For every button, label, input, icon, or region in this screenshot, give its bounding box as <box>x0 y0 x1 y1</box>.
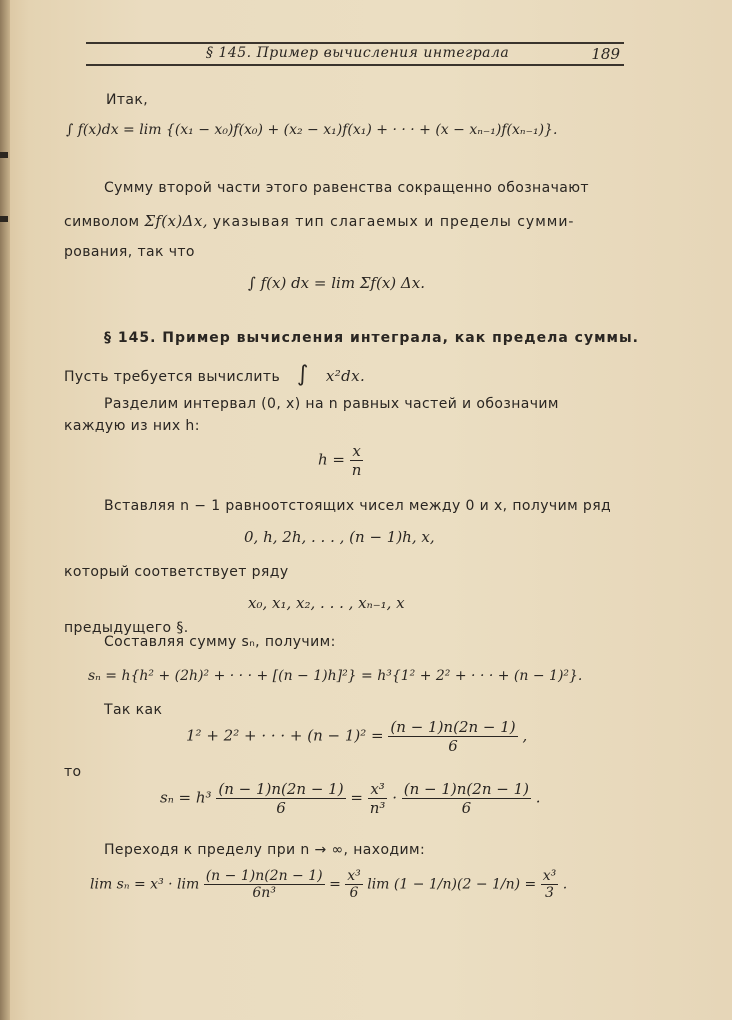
paragraph-line: Разделим интервал (0, x) на n равных частей и обозначим <box>104 396 559 412</box>
paragraph-line: предыдущего §. <box>64 620 189 636</box>
equation-final-limit: lim sₙ = x³ · lim $\frac{(n - 1)n(2n - 1)}{\text{6n³}}$ = $\frac{\text{x³}}{6}$ lim (1 − 1/n)(2 − 1/n) = $\frac{\text{x³}}{3}$ . <box>90 868 568 901</box>
equation-h: h = $\frac{x}{n}$ <box>318 442 362 479</box>
text-itak: Итак, <box>106 92 149 108</box>
paragraph-line: рования, так что <box>64 244 195 260</box>
running-head: § 145. Пример вычисления интеграла <box>206 45 510 61</box>
equation-integral-sum: ∫ f(x)dx = lim {(x₁ − x₀)f(x₀) + (x₂ − x₁)f(x₁) + · · · + (x − xₙ₋₁)f(xₙ₋₁)}. <box>66 122 558 138</box>
paragraph-line-task: Пусть требуется вычислить ∫ x²dx. <box>64 362 366 387</box>
header-rule-top <box>86 42 624 44</box>
binding-mark <box>0 152 8 158</box>
equation-integral-limit: ∫ f(x) dx = lim Σf(x) Δx. <box>248 274 425 292</box>
paragraph-line: Вставляя n − 1 равноотстоящих чисел между 0 и x, получим ряд <box>104 498 612 514</box>
binding-mark <box>0 216 8 222</box>
equation-series-x: x₀, x₁, x₂, . . . , xₙ₋₁, x <box>248 594 405 612</box>
section-heading: § 145. Пример вычисления интеграла, как предела суммы. <box>104 330 639 346</box>
paragraph-line: Сумму второй части этого равенства сокращенно обозначают <box>104 180 589 196</box>
paragraph-line: Переходя к пределу при n → ∞, находим: <box>104 842 426 858</box>
equation-sn-sum: sₙ = h{h² + (2h)² + · · · + [(n − 1)h]²} = h³{1² + 2² + · · · + (n − 1)²}. <box>88 668 583 684</box>
paragraph-line: каждую из них h: <box>64 418 200 434</box>
paragraph-line: Составляя сумму sₙ, получим: <box>104 634 336 650</box>
paragraph-line: то <box>64 764 82 780</box>
header-rule-bottom <box>86 64 624 66</box>
paragraph-line: Так как <box>104 702 163 718</box>
page-number: 189 <box>591 45 620 63</box>
page-binding-edge <box>0 0 10 1020</box>
equation-sum-of-squares: 1² + 2² + · · · + (n − 1)² = $\frac{(n - 1)n(2n - 1)}{6}$ , <box>186 718 528 755</box>
page-header <box>86 38 624 68</box>
paragraph-line: который соответствует ряду <box>64 564 289 580</box>
equation-sn-closed: sₙ = h³ $\frac{(n - 1)n(2n - 1)}{6}$ = $\frac{\text{x³}}{\text{n³}}$ · $\frac{(n - 1)n(2n - 1)}{6}$ . <box>160 780 541 817</box>
paragraph-line-symbol: символом Σf(x)Δx, указывая тип слагаемых и пределы сумми- <box>64 212 575 230</box>
equation-series-points: 0, h, 2h, . . . , (n − 1)h, x, <box>244 528 435 546</box>
